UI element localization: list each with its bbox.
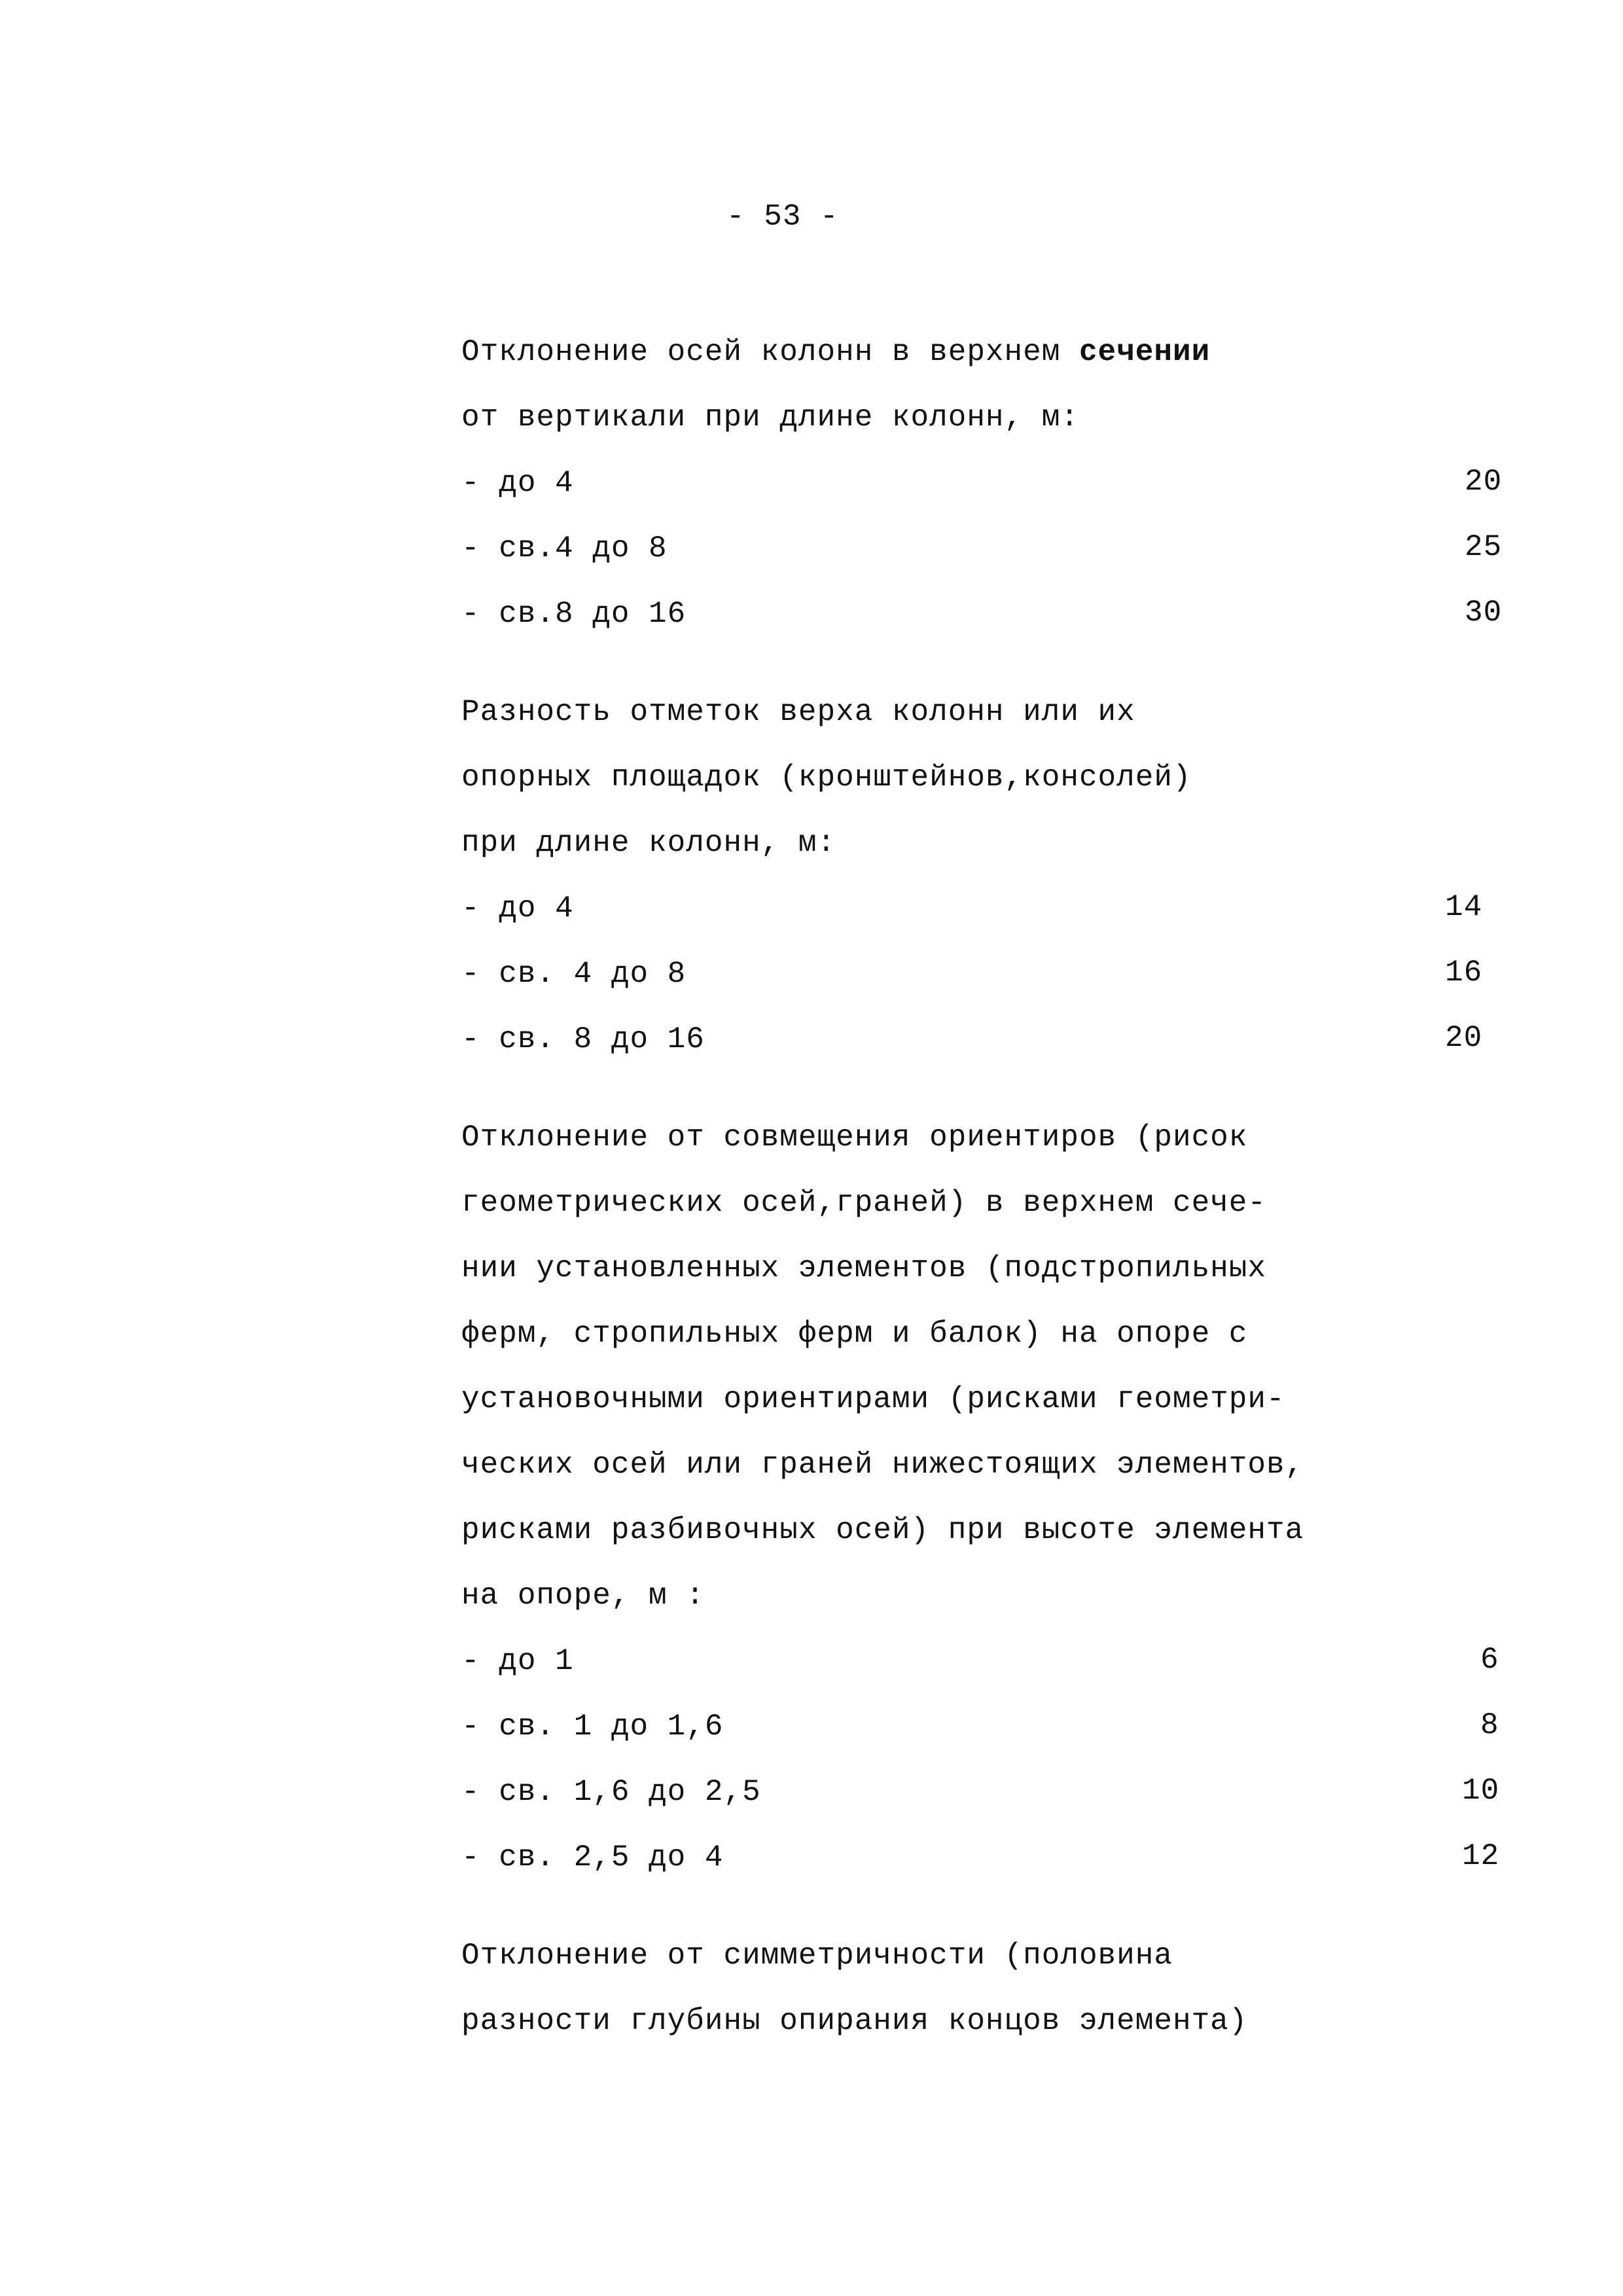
section-3-heading-line-4: ферм, стропильных ферм и балок) на опоре с <box>461 1317 1248 1351</box>
section-3-heading-line-3: нии установленных элементов (подстропильных <box>461 1251 1266 1285</box>
section-2-heading-line-3: при длине колонн, м: <box>461 826 836 860</box>
section-2-heading-line-2: опорных площадок (кронштейнов,консолей) <box>461 761 1192 795</box>
section-3-item-label: - до 1 <box>461 1644 574 1678</box>
section-1-heading-text: Отклонение осей колонн в верхнем <box>461 335 1079 369</box>
section-3-item-value: 12 <box>1462 1839 1500 1873</box>
section-1-heading-bold: сечении <box>1079 335 1211 369</box>
section-3-item-label: - св. 1,6 до 2,5 <box>461 1775 761 1809</box>
section-4-heading-line-2: разности глубины опирания концов элемента) <box>461 2004 1248 2038</box>
section-2-item-label: - св. 8 до 16 <box>461 1022 705 1056</box>
section-3-heading-line-5: установочными ориентирами (рисками геометри- <box>461 1382 1285 1416</box>
section-1-item-label: - св.8 до 16 <box>461 597 687 631</box>
section-3-heading-line-6: ческих осей или граней нижестоящих элементов, <box>461 1448 1304 1482</box>
section-2-item-value: 20 <box>1445 1021 1483 1055</box>
section-1-item-value: 20 <box>1465 465 1503 499</box>
section-1-heading-line-2: от вертикали при длине колонн, м: <box>461 401 1079 435</box>
section-1-item-label: - до 4 <box>461 466 574 500</box>
page-number: - 53 - <box>726 200 839 234</box>
section-1-item-value: 30 <box>1465 596 1503 630</box>
section-3-item-value: 8 <box>1480 1708 1499 1742</box>
section-3-heading-line-7: рисками разбивочных осей) при высоте элемента <box>461 1513 1304 1547</box>
section-2-item-value: 14 <box>1445 890 1483 924</box>
section-3-item-label: - св. 2,5 до 4 <box>461 1840 724 1874</box>
section-3-heading-line-8: на опоре, м : <box>461 1579 705 1613</box>
section-3-heading-line-2: геометрических осей,граней) в верхнем сече- <box>461 1186 1266 1220</box>
section-1-item-value: 25 <box>1465 530 1503 564</box>
section-3-heading-line-1: Отклонение от совмещения ориентиров (рисок <box>461 1121 1248 1155</box>
section-1-item-label: - св.4 до 8 <box>461 531 668 565</box>
section-3-item-value: 10 <box>1462 1774 1500 1808</box>
section-1-heading-line-1 <box>461 337 1210 367</box>
section-3-item-value: 6 <box>1480 1643 1499 1677</box>
section-2-item-label: - св. 4 до 8 <box>461 957 687 991</box>
section-2-item-label: - до 4 <box>461 891 574 925</box>
section-4-heading-line-1: Отклонение от симметричности (половина <box>461 1939 1173 1973</box>
section-2-item-value: 16 <box>1445 956 1483 990</box>
section-3-item-label: - св. 1 до 1,6 <box>461 1710 724 1744</box>
section-2-heading-line-1: Разность отметок верха колонн или их <box>461 695 1135 729</box>
